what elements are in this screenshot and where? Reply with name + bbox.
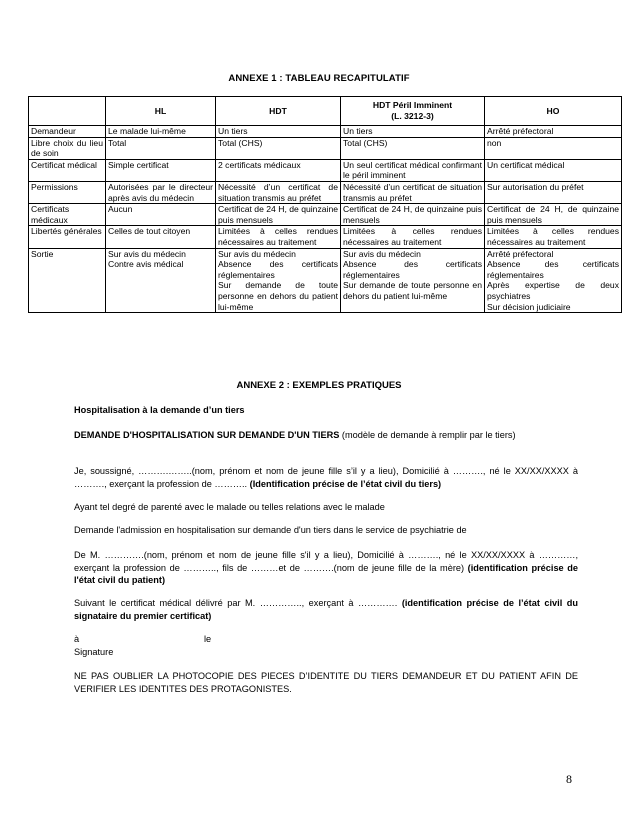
recap-table (28, 96, 622, 313)
cell-peril: Nécessité d’un certificat de situation transmis au préfet (341, 181, 485, 203)
header-hdt: HDT (216, 97, 341, 126)
cell-line: Arrêté préfectoral (487, 248, 554, 259)
je-soussigne-paragraph (74, 465, 578, 490)
cell-ho: Sur autorisation du préfet (485, 181, 622, 203)
cell-hl: Celles de tout citoyen (106, 226, 216, 248)
cell-line: Sur demande de toute personne en dehors du patient lui-même (218, 280, 338, 312)
header-hdt-peril-line2: (L. 3212-3) (391, 111, 434, 121)
section-heading: Hospitalisation à la demande d’un tiers (74, 405, 245, 415)
cell-hdt: Nécessité d’un certificat de situation transmis au préfet (216, 181, 341, 203)
demande-title: DEMANDE D'HOSPITALISATION SUR DEMANDE D'UN TIERS (74, 430, 340, 440)
table-row (29, 204, 622, 226)
cell-line: Après expertise de deux psychiatres (487, 280, 619, 301)
header-hdt-peril (341, 97, 485, 126)
parente-line: Ayant tel degré de parenté avec le malade ou telles relations avec le malade (74, 502, 385, 512)
row-label: Libre choix du lieu de soin (29, 137, 106, 159)
row-label: Permissions (29, 181, 106, 203)
cell-hdt: Un tiers (216, 126, 341, 138)
signature-label: Signature (74, 647, 114, 657)
cell-line: Sur avis du médecin (218, 248, 296, 259)
le-label: le (204, 634, 212, 644)
row-label: Certificats médicaux (29, 204, 106, 226)
cell-ho (485, 248, 622, 313)
annexe1-title: ANNEXE 1 : TABLEAU RECAPITULATIF (228, 73, 410, 84)
table-row (29, 226, 622, 248)
suivant-note: (identification précise de l’état civil du signataire du premier certificat) (74, 598, 578, 621)
cell-peril: Certificat de 24 H, de quinzaine puis mensuels (341, 204, 485, 226)
je-soussigne-text: Je, soussigné, ……….……..(nom, prénom et nom de jeune fille s’il y a lieu), Domicilié à ………., né le XX/XX/XXXX à ………., exerçant la profession de ……….. (74, 466, 578, 489)
je-soussigne-note: (Identification précise de l’état civil du tiers) (249, 478, 442, 489)
cell-line: Sur avis du médecin (108, 248, 186, 259)
page-number: 8 (566, 772, 572, 786)
table-row (29, 159, 622, 181)
cell-hdt (216, 248, 341, 313)
row-label: Sortie (29, 248, 106, 313)
cell-line: Sur avis du médecin (343, 248, 421, 259)
cell-ho: Certificat de 24 H, de quinzaine puis mensuels (485, 204, 622, 226)
table-row (29, 137, 622, 159)
suivant-text: Suivant le certificat médical délivré par M. ………….., exerçant à …………. (74, 598, 402, 608)
cell-hl: Aucun (106, 204, 216, 226)
de-m-note: (identification précise de l'état civil du patient) (74, 562, 578, 586)
table-row-sortie (29, 248, 622, 313)
de-m-text: De M. ………….(nom, prénom et nom de jeune fille s'il y a lieu), Domicilié à ………., né le XX/XX/XXXX à …………, exerçant la profession de ……….., fils de ………et de ……….(nom de jeune fille de la mère) (74, 550, 578, 573)
cell-line: Absence des certificats réglementaires (487, 259, 619, 280)
table-row (29, 181, 622, 203)
demande-admission-line: Demande l'admission en hospitalisation sur demande d'un tiers dans le service de psychiatrie de (74, 525, 467, 535)
cell-hdt: Limitées à celles rendues nécessaires au traitement (216, 226, 341, 248)
row-label: Certificat médical (29, 159, 106, 181)
cell-line: Absence des certificats réglementaires (343, 259, 482, 280)
cell-peril: Un tiers (341, 126, 485, 138)
cell-peril: Un seul certificat médical confirmant le péril imminent (341, 159, 485, 181)
suivant-paragraph (74, 597, 578, 622)
table-header-row (29, 97, 622, 126)
ne-pas-oublier-paragraph: NE PAS OUBLIER LA PHOTOCOPIE DES PIECES D’IDENTITE DU TIERS DEMANDEUR ET DU PATIENT AFIN DE VERIFIER LES IDENTITES DES PROTAGONISTES. (74, 671, 578, 694)
cell-hl (106, 248, 216, 313)
demande-subtitle: (modèle de demande à remplir par le tiers) (339, 430, 516, 440)
cell-ho: Arrêté préfectoral (485, 126, 622, 138)
row-label: Demandeur (29, 126, 106, 138)
de-m-paragraph (74, 549, 578, 587)
cell-peril (341, 248, 485, 313)
demande-paragraph (74, 429, 578, 442)
cell-hl: Total (106, 137, 216, 159)
cell-line: Sur décision judiciaire (487, 301, 571, 312)
header-ho: HO (485, 97, 622, 126)
cell-hl: Le malade lui-même (106, 126, 216, 138)
cell-ho: Limitées à celles rendues nécessaires au traitement (485, 226, 622, 248)
cell-line: Sur demande de toute personne en dehors du patient lui-même (343, 280, 482, 301)
cell-ho: Un certificat médical (485, 159, 622, 181)
header-empty (29, 97, 106, 126)
annexe2-title: ANNEXE 2 : EXEMPLES PRATIQUES (236, 380, 402, 391)
header-hdt-peril-line1: HDT Péril Imminent (372, 100, 453, 111)
cell-hl: Autorisées par le directeur après avis du médecin (106, 181, 216, 203)
a-label: à (74, 634, 80, 644)
cell-hdt: Certificat de 24 H, de quinzaine puis mensuels (216, 204, 341, 226)
cell-hdt: Total (CHS) (216, 137, 341, 159)
cell-hl: Simple certificat (106, 159, 216, 181)
header-hl: HL (106, 97, 216, 126)
a-le-line (74, 633, 578, 646)
cell-line: Absence des certificats réglementaires (218, 259, 338, 280)
cell-line: Contre avis médical (108, 259, 184, 270)
cell-hdt: 2 certificats médicaux (216, 159, 341, 181)
cell-ho: non (485, 137, 622, 159)
cell-peril: Limitées à celles rendues nécessaires au traitement (341, 226, 485, 248)
cell-peril: Total (CHS) (341, 137, 485, 159)
table-row (29, 126, 622, 138)
row-label: Libertés générales (29, 226, 106, 248)
